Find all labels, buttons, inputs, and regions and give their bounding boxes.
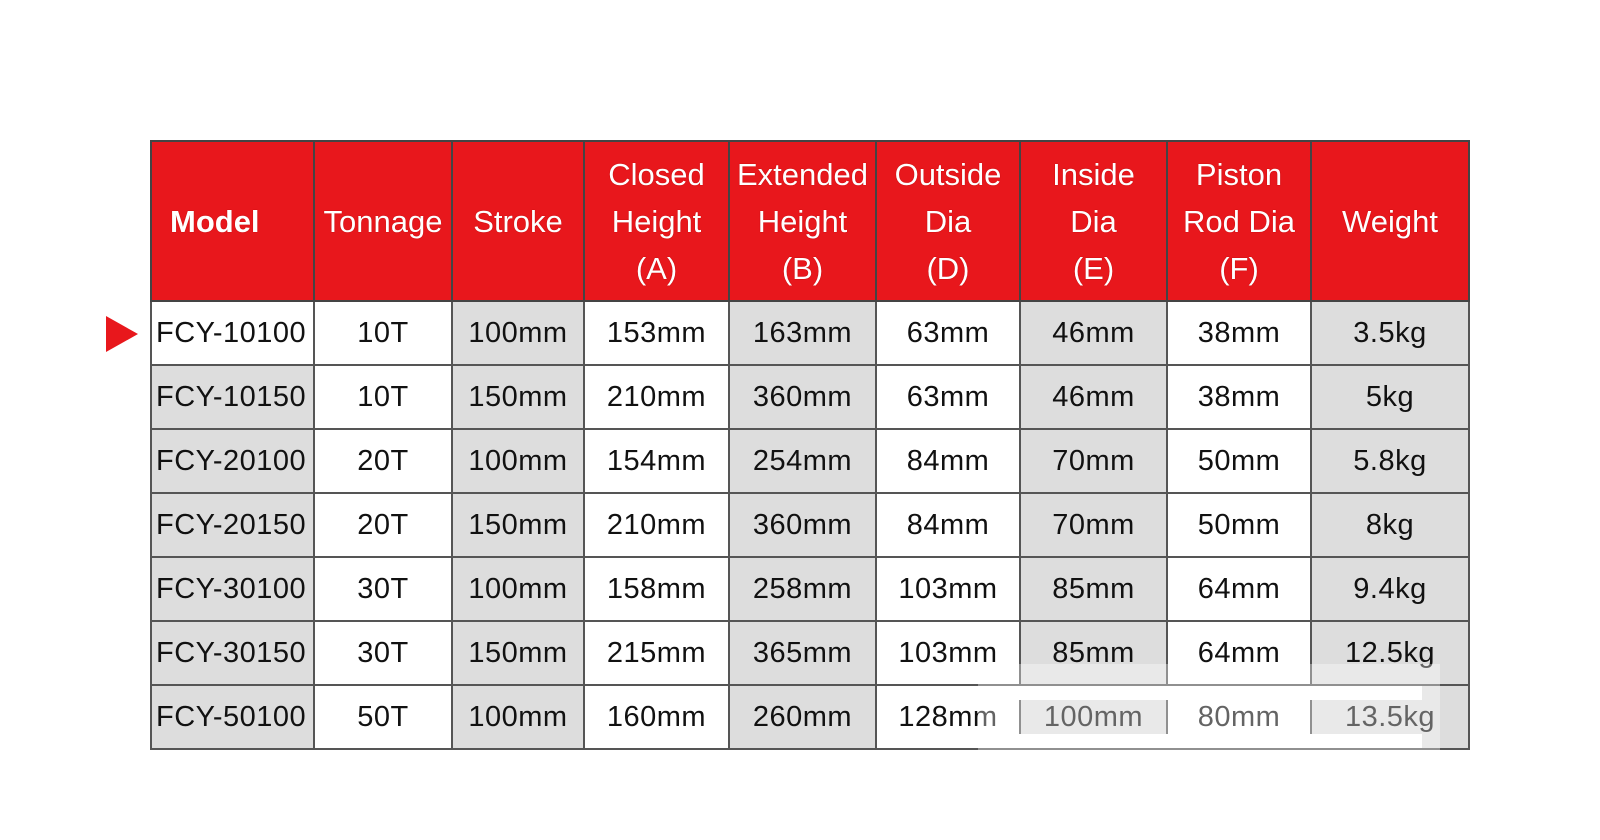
cell-stroke: 100mm [452, 557, 584, 621]
cell-closed-height: 160mm [584, 685, 729, 749]
cell-closed-height: 215mm [584, 621, 729, 685]
cell-tonnage: 20T [314, 429, 452, 493]
table-row [151, 493, 1469, 557]
header-inside-dia-line-2: Dia [1070, 203, 1117, 239]
cell-tonnage: 10T [314, 365, 452, 429]
cell-outside-dia: 84mm [876, 429, 1020, 493]
header-extended-height-line-2: Height [757, 203, 848, 239]
cell-inside-dia: 85mm [1020, 557, 1167, 621]
header-tonnage: Tonnage [314, 141, 452, 301]
cell-model: FCY-10100 [151, 301, 314, 365]
cell-extended-height: 254mm [729, 429, 876, 493]
cell-outside-dia: 63mm [876, 365, 1020, 429]
cell-model: FCY-50100 [151, 685, 314, 749]
cell-piston-rod-dia: 80mm [1167, 685, 1311, 749]
cell-model: FCY-20100 [151, 429, 314, 493]
cell-outside-dia: 103mm [876, 557, 1020, 621]
cell-inside-dia: 46mm [1020, 365, 1167, 429]
table-header [151, 141, 1469, 301]
cell-closed-height: 153mm [584, 301, 729, 365]
cell-stroke: 150mm [452, 621, 584, 685]
cell-tonnage: 10T [314, 301, 452, 365]
cell-extended-height: 260mm [729, 685, 876, 749]
cell-closed-height: 158mm [584, 557, 729, 621]
cell-outside-dia: 103mm [876, 621, 1020, 685]
header-outside-dia-line-3: (D) [926, 250, 970, 286]
cell-weight: 5.8kg [1311, 429, 1469, 493]
cell-tonnage: 30T [314, 557, 452, 621]
table-row [151, 301, 1469, 365]
header-outside-dia-line-2: Dia [924, 203, 972, 239]
header-closed-height [584, 141, 729, 301]
cell-stroke: 100mm [452, 429, 584, 493]
cell-model: FCY-20150 [151, 493, 314, 557]
header-outside-dia [876, 141, 1020, 301]
header-piston-rod-dia [1167, 141, 1311, 301]
cell-model: FCY-30100 [151, 557, 314, 621]
cell-weight: 12.5kg [1311, 621, 1469, 685]
cell-extended-height: 163mm [729, 301, 876, 365]
cell-piston-rod-dia: 38mm [1167, 301, 1311, 365]
cell-piston-rod-dia: 38mm [1167, 365, 1311, 429]
cell-piston-rod-dia: 64mm [1167, 557, 1311, 621]
cell-weight: 8kg [1311, 493, 1469, 557]
cell-closed-height: 154mm [584, 429, 729, 493]
cell-extended-height: 360mm [729, 493, 876, 557]
cell-weight: 9.4kg [1311, 557, 1469, 621]
header-extended-height-line-1: Extended [737, 156, 868, 192]
cell-stroke: 150mm [452, 493, 584, 557]
header-model: Model [151, 141, 314, 301]
table-row [151, 365, 1469, 429]
header-closed-height-line-2: Height [611, 203, 702, 239]
header-inside-dia [1020, 141, 1167, 301]
header-extended-height-line-3: (B) [781, 250, 824, 286]
cell-inside-dia: 85mm [1020, 621, 1167, 685]
cell-inside-dia: 70mm [1020, 493, 1167, 557]
header-inside-dia-line-3: (E) [1072, 250, 1115, 286]
header-piston-rod-dia-line-2: Rod Dia [1183, 203, 1295, 239]
row-pointer-triangle-icon [106, 316, 138, 352]
cell-closed-height: 210mm [584, 365, 729, 429]
cell-piston-rod-dia: 50mm [1167, 493, 1311, 557]
table-row [151, 429, 1469, 493]
header-closed-height-line-1: Closed [608, 156, 705, 192]
cell-outside-dia: 84mm [876, 493, 1020, 557]
cell-stroke: 100mm [452, 685, 584, 749]
cell-tonnage: 20T [314, 493, 452, 557]
table-row [151, 685, 1469, 749]
header-outside-dia-line-1: Outside [894, 156, 1002, 192]
cell-tonnage: 30T [314, 621, 452, 685]
header-weight: Weight [1311, 141, 1469, 301]
cell-closed-height: 210mm [584, 493, 729, 557]
cell-extended-height: 365mm [729, 621, 876, 685]
cell-weight: 5kg [1311, 365, 1469, 429]
cell-inside-dia: 46mm [1020, 301, 1167, 365]
header-stroke: Stroke [452, 141, 584, 301]
cell-stroke: 100mm [452, 301, 584, 365]
table-row [151, 621, 1469, 685]
cylinder-spec-table [150, 140, 1470, 750]
header-closed-height-line-3: (A) [635, 250, 678, 286]
cell-model: FCY-30150 [151, 621, 314, 685]
cell-weight: 3.5kg [1311, 301, 1469, 365]
header-inside-dia-line-1: Inside [1052, 156, 1135, 192]
cell-extended-height: 258mm [729, 557, 876, 621]
cell-tonnage: 50T [314, 685, 452, 749]
cell-outside-dia: 63mm [876, 301, 1020, 365]
cell-stroke: 150mm [452, 365, 584, 429]
cell-extended-height: 360mm [729, 365, 876, 429]
table-body [151, 301, 1469, 749]
cell-weight: 13.5kg [1311, 685, 1469, 749]
header-piston-rod-dia-line-1: Piston [1195, 156, 1283, 192]
header-extended-height [729, 141, 876, 301]
header-piston-rod-dia-line-3: (F) [1219, 250, 1259, 286]
cell-outside-dia: 128mm [876, 685, 1020, 749]
cell-inside-dia: 70mm [1020, 429, 1167, 493]
header-row [151, 141, 1469, 301]
cell-model: FCY-10150 [151, 365, 314, 429]
cell-inside-dia: 100mm [1020, 685, 1167, 749]
cell-piston-rod-dia: 64mm [1167, 621, 1311, 685]
table-row [151, 557, 1469, 621]
cell-piston-rod-dia: 50mm [1167, 429, 1311, 493]
